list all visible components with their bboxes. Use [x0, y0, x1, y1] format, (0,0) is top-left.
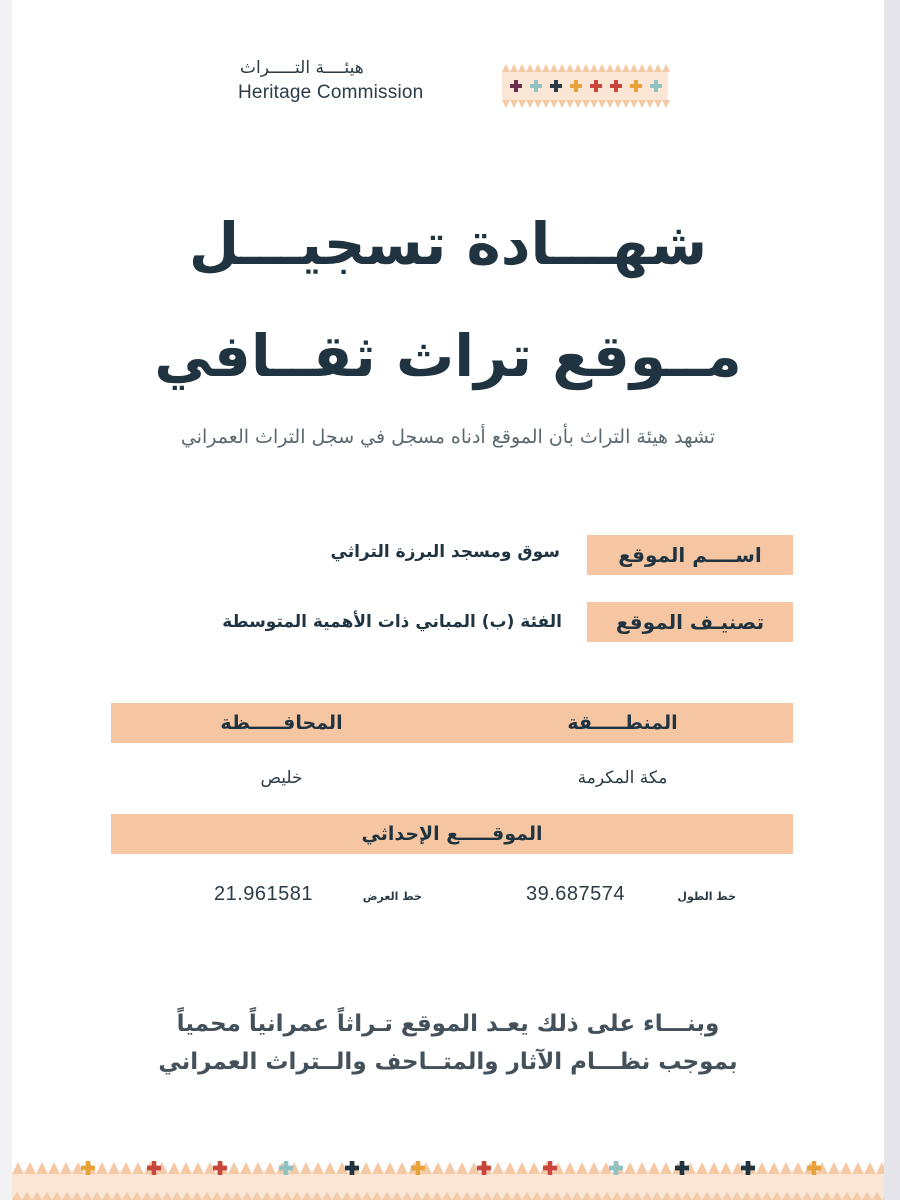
coordinates-header: [111, 814, 793, 854]
coordinates-label: الموقـــــع الإحداثي: [361, 823, 543, 845]
logo-pattern-icon: [496, 60, 674, 112]
viewer-left-margin: [0, 0, 12, 1200]
certificate-subtitle: تشهد هيئة التراث بأن الموقع أدناه مسجل في سجل التراث العمراني: [180, 426, 716, 448]
latitude-label: خط العرض: [362, 890, 422, 903]
region-value: مكة المكرمة: [577, 768, 668, 788]
site-class-value: الفئة (ب) المباني ذات الأهمية المتوسطة: [222, 612, 562, 632]
governorate-label: المحافـــــظة: [220, 712, 343, 734]
longitude-value: 39.687574: [526, 883, 626, 905]
latitude-value: 21.961581: [214, 883, 314, 905]
org-name-english: Heritage Commission: [238, 82, 424, 103]
certificate-title-line2: مــوقع تراث ثقــافي: [154, 322, 742, 390]
closing-statement-line1: وبنـــاء على ذلك يعـد الموقع تـراثاً عمرانياً محمياً: [176, 1011, 720, 1037]
certificate-page: [12, 0, 884, 1200]
longitude-label: خط الطول: [677, 890, 736, 903]
region-label: المنطـــــقة: [567, 712, 678, 734]
governorate-value: خليص: [260, 768, 303, 788]
site-class-label: تصنيـف الموقع: [587, 602, 793, 642]
closing-statement-line2: بموجب نظـــام الآثار والمتــاحف والــتراث العمراني: [158, 1049, 738, 1075]
region-governorate-header: [111, 703, 793, 743]
org-name-arabic: هيئــــة التـــــراث: [240, 58, 364, 78]
site-name-value: سوق ومسجد البرزة التراثي: [330, 542, 560, 562]
certificate-title-line1: شهـــادة تسجيـــل: [188, 210, 708, 278]
logo-text: [238, 58, 478, 104]
heritage-commission-logo: [238, 58, 678, 116]
site-name-label: اســــم الموقع: [587, 535, 793, 575]
viewer-scrollbar-track[interactable]: [884, 0, 900, 1200]
footer-pattern-icon: [12, 1148, 884, 1200]
